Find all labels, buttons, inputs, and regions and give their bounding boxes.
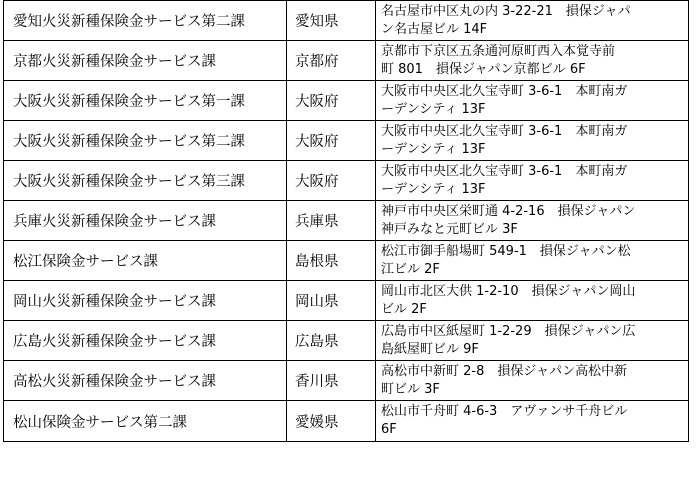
prefecture-cell: 京都府 (287, 41, 376, 81)
table-row (4, 321, 689, 361)
address-cell (376, 361, 689, 401)
address-line: ーデンシティ 13F (381, 101, 486, 117)
office-name-cell: 大阪火災新種保険金サービス第一課 (4, 81, 287, 121)
address-cell (376, 321, 689, 361)
table-row (4, 41, 689, 81)
prefecture-cell: 香川県 (287, 361, 376, 401)
address-line: ーデンシティ 13F (381, 141, 486, 157)
address-line: 大阪市中央区北久宝寺町 3-6-1 本町南ガ (381, 83, 628, 99)
office-table (3, 0, 689, 442)
office-name-cell: 広島火災新種保険金サービス課 (4, 321, 287, 361)
table-row (4, 361, 689, 401)
table-row (4, 201, 689, 241)
office-name-cell: 兵庫火災新種保険金サービス課 (4, 201, 287, 241)
table-row (4, 281, 689, 321)
address-line: 町ビル 3F (381, 381, 440, 397)
prefecture-cell: 大阪府 (287, 121, 376, 161)
prefecture-cell: 島根県 (287, 241, 376, 281)
address-line: 松江市御手船場町 549-1 損保ジャパン松 (381, 243, 631, 259)
office-name-cell: 大阪火災新種保険金サービス第三課 (4, 161, 287, 201)
address-cell (376, 161, 689, 201)
address-cell (376, 41, 689, 81)
prefecture-cell: 大阪府 (287, 161, 376, 201)
address-line: ン名古屋ビル 14F (381, 21, 488, 37)
address-cell (376, 241, 689, 281)
office-name-cell: 大阪火災新種保険金サービス第二課 (4, 121, 287, 161)
table-row (4, 81, 689, 121)
address-line: 神戸市中央区栄町通 4-2-16 損保ジャパン (381, 203, 636, 219)
prefecture-cell: 広島県 (287, 321, 376, 361)
address-line: 町 801 損保ジャパン京都ビル 6F (381, 61, 586, 77)
address-line: 京都市下京区五条通河原町西入本覚寺前 (381, 43, 616, 59)
table-row (4, 121, 689, 161)
table-row (4, 241, 689, 281)
address-line: 岡山市北区大供 1-2-10 損保ジャパン岡山 (381, 283, 636, 299)
table-row (4, 161, 689, 201)
table-row (4, 401, 689, 442)
address-line: 江ビル 2F (381, 261, 440, 277)
address-line: 名古屋市中区丸の内 3-22-21 損保ジャパ (381, 3, 631, 19)
prefecture-cell: 兵庫県 (287, 201, 376, 241)
address-line: 大阪市中央区北久宝寺町 3-6-1 本町南ガ (381, 123, 628, 139)
table-row (4, 1, 689, 41)
office-name-cell: 松山保険金サービス第二課 (4, 401, 287, 442)
address-cell (376, 281, 689, 321)
office-name-cell: 京都火災新種保険金サービス課 (4, 41, 287, 81)
address-line: ビル 2F (381, 301, 427, 317)
address-cell (376, 81, 689, 121)
office-name-cell: 高松火災新種保険金サービス課 (4, 361, 287, 401)
address-line: 神戸みなと元町ビル 3F (381, 221, 518, 237)
prefecture-cell: 愛媛県 (287, 401, 376, 442)
prefecture-cell: 岡山県 (287, 281, 376, 321)
address-line: 高松市中新町 2-8 損保ジャパン高松中新 (381, 363, 628, 379)
address-cell (376, 1, 689, 41)
address-line: 6F (381, 422, 397, 437)
address-cell (376, 121, 689, 161)
office-name-cell: 愛知火災新種保険金サービス第二課 (4, 1, 287, 41)
office-name-cell: 岡山火災新種保険金サービス課 (4, 281, 287, 321)
address-line: 島紙屋町ビル 9F (381, 341, 479, 357)
address-cell (376, 201, 689, 241)
address-line: 広島市中区紙屋町 1-2-29 損保ジャパン広 (381, 323, 636, 339)
prefecture-cell: 愛知県 (287, 1, 376, 41)
address-line: 大阪市中央区北久宝寺町 3-6-1 本町南ガ (381, 163, 628, 179)
address-line: 松山市千舟町 4-6-3 アヴァンサ千舟ビル (381, 404, 628, 419)
office-name-cell: 松江保険金サービス課 (4, 241, 287, 281)
address-line: ーデンシティ 13F (381, 181, 486, 197)
prefecture-cell: 大阪府 (287, 81, 376, 121)
address-cell (376, 401, 689, 442)
